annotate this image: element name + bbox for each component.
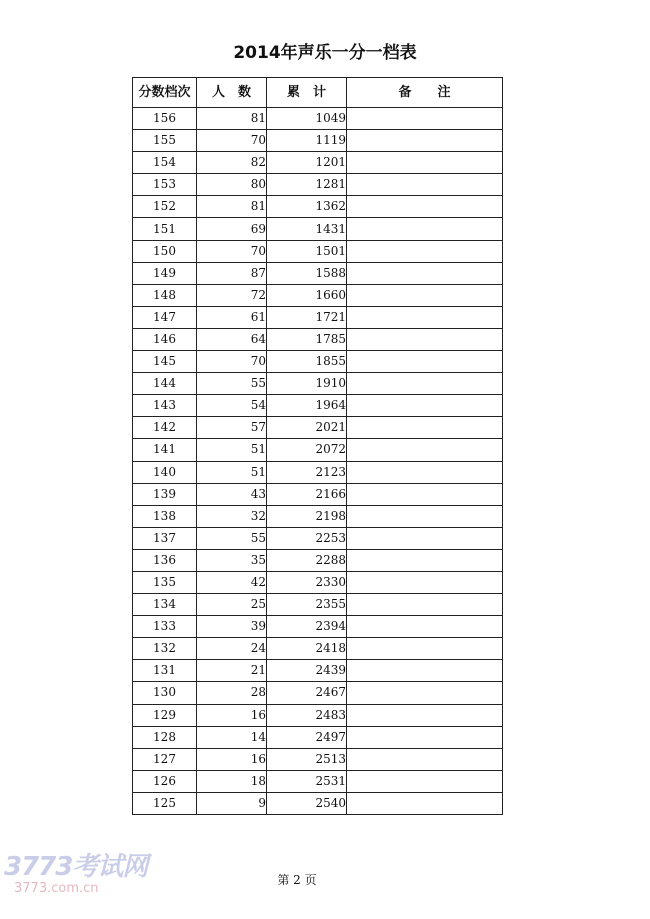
- note-cell: [347, 130, 503, 152]
- note-cell: [347, 527, 503, 549]
- note-cell: [347, 395, 503, 417]
- total-cell: 2483: [267, 704, 347, 726]
- note-cell: [347, 770, 503, 792]
- table-row: [133, 417, 503, 439]
- count-cell: 18: [197, 770, 267, 792]
- count-cell: 81: [197, 108, 267, 130]
- note-cell: [347, 638, 503, 660]
- count-cell: 82: [197, 152, 267, 174]
- total-cell: 1431: [267, 218, 347, 240]
- note-cell: [347, 284, 503, 306]
- total-cell: 2531: [267, 770, 347, 792]
- total-cell: 2497: [267, 726, 347, 748]
- note-cell: [347, 594, 503, 616]
- total-cell: 2355: [267, 594, 347, 616]
- total-cell: 2467: [267, 682, 347, 704]
- note-cell: [347, 240, 503, 262]
- score-cell: 140: [133, 461, 197, 483]
- count-cell: 57: [197, 417, 267, 439]
- table-row: [133, 792, 503, 814]
- total-cell: 1855: [267, 351, 347, 373]
- table-row: [133, 594, 503, 616]
- total-cell: 2021: [267, 417, 347, 439]
- count-cell: 72: [197, 284, 267, 306]
- note-cell: [347, 196, 503, 218]
- table-row: [133, 130, 503, 152]
- note-cell: [347, 328, 503, 350]
- note-cell: [347, 505, 503, 527]
- count-cell: 70: [197, 130, 267, 152]
- count-cell: 35: [197, 549, 267, 571]
- table-row: [133, 461, 503, 483]
- note-cell: [347, 152, 503, 174]
- total-cell: 1201: [267, 152, 347, 174]
- note-cell: [347, 792, 503, 814]
- score-cell: 142: [133, 417, 197, 439]
- table-row: [133, 306, 503, 328]
- count-cell: 16: [197, 704, 267, 726]
- document-title: 2014年声乐一分一档表: [233, 43, 417, 63]
- score-cell: 131: [133, 660, 197, 682]
- count-cell: 32: [197, 505, 267, 527]
- note-cell: [347, 373, 503, 395]
- score-cell: 156: [133, 108, 197, 130]
- page-number: 第 2 页: [277, 873, 317, 887]
- note-cell: [347, 616, 503, 638]
- score-cell: 129: [133, 704, 197, 726]
- total-cell: 2072: [267, 439, 347, 461]
- count-cell: 21: [197, 660, 267, 682]
- total-cell: 1281: [267, 174, 347, 196]
- table-row: [133, 439, 503, 461]
- note-cell: [347, 682, 503, 704]
- table-row: [133, 108, 503, 130]
- table-row: [133, 571, 503, 593]
- total-cell: 1049: [267, 108, 347, 130]
- note-cell: [347, 483, 503, 505]
- total-cell: 2166: [267, 483, 347, 505]
- table-row: [133, 527, 503, 549]
- total-cell: 1588: [267, 262, 347, 284]
- count-cell: 39: [197, 616, 267, 638]
- table-row: [133, 682, 503, 704]
- table-row: [133, 704, 503, 726]
- total-cell: 1660: [267, 284, 347, 306]
- table-row: [133, 328, 503, 350]
- table-row: [133, 549, 503, 571]
- count-cell: 14: [197, 726, 267, 748]
- total-cell: 1119: [267, 130, 347, 152]
- score-cell: 126: [133, 770, 197, 792]
- count-cell: 80: [197, 174, 267, 196]
- total-cell: 1362: [267, 196, 347, 218]
- header-total: 累 计: [267, 78, 347, 108]
- score-cell: 137: [133, 527, 197, 549]
- score-cell: 155: [133, 130, 197, 152]
- note-cell: [347, 351, 503, 373]
- total-cell: 1785: [267, 328, 347, 350]
- table-row: [133, 351, 503, 373]
- score-cell: 125: [133, 792, 197, 814]
- score-cell: 152: [133, 196, 197, 218]
- count-cell: 61: [197, 306, 267, 328]
- count-cell: 55: [197, 527, 267, 549]
- total-cell: 2330: [267, 571, 347, 593]
- note-cell: [347, 262, 503, 284]
- table-row: [133, 395, 503, 417]
- total-cell: 2394: [267, 616, 347, 638]
- note-cell: [347, 660, 503, 682]
- table-header-row: [133, 78, 503, 108]
- table-row: [133, 152, 503, 174]
- total-cell: 1964: [267, 395, 347, 417]
- note-cell: [347, 704, 503, 726]
- score-cell: 132: [133, 638, 197, 660]
- table-row: [133, 616, 503, 638]
- table-row: [133, 638, 503, 660]
- watermark-logo-text: 3773考试网: [4, 852, 148, 882]
- total-cell: 2418: [267, 638, 347, 660]
- table-row: [133, 196, 503, 218]
- total-cell: 1501: [267, 240, 347, 262]
- total-cell: 2253: [267, 527, 347, 549]
- note-cell: [347, 439, 503, 461]
- table-row: [133, 284, 503, 306]
- count-cell: 24: [197, 638, 267, 660]
- total-cell: 2123: [267, 461, 347, 483]
- count-cell: 25: [197, 594, 267, 616]
- score-cell: 133: [133, 616, 197, 638]
- score-cell: 143: [133, 395, 197, 417]
- note-cell: [347, 306, 503, 328]
- count-cell: 54: [197, 395, 267, 417]
- header-note: 备 注: [347, 78, 503, 108]
- count-cell: 51: [197, 439, 267, 461]
- note-cell: [347, 218, 503, 240]
- score-cell: 134: [133, 594, 197, 616]
- table-row: [133, 174, 503, 196]
- score-cell: 153: [133, 174, 197, 196]
- note-cell: [347, 108, 503, 130]
- count-cell: 51: [197, 461, 267, 483]
- count-cell: 87: [197, 262, 267, 284]
- note-cell: [347, 748, 503, 770]
- watermark-url: 3773.com.cn: [14, 881, 99, 896]
- count-cell: 70: [197, 240, 267, 262]
- score-distribution-table: [132, 77, 503, 815]
- count-cell: 55: [197, 373, 267, 395]
- note-cell: [347, 174, 503, 196]
- count-cell: 64: [197, 328, 267, 350]
- total-cell: 2198: [267, 505, 347, 527]
- table-row: [133, 748, 503, 770]
- total-cell: 1910: [267, 373, 347, 395]
- score-cell: 151: [133, 218, 197, 240]
- header-count: 人 数: [197, 78, 267, 108]
- score-cell: 130: [133, 682, 197, 704]
- table-row: [133, 726, 503, 748]
- note-cell: [347, 571, 503, 593]
- score-cell: 145: [133, 351, 197, 373]
- table-body: [133, 108, 503, 815]
- score-cell: 138: [133, 505, 197, 527]
- table-row: [133, 660, 503, 682]
- score-cell: 146: [133, 328, 197, 350]
- count-cell: 70: [197, 351, 267, 373]
- total-cell: 1721: [267, 306, 347, 328]
- table-row: [133, 262, 503, 284]
- count-cell: 69: [197, 218, 267, 240]
- table-row: [133, 240, 503, 262]
- table-row: [133, 770, 503, 792]
- score-cell: 139: [133, 483, 197, 505]
- table-row: [133, 505, 503, 527]
- count-cell: 28: [197, 682, 267, 704]
- count-cell: 43: [197, 483, 267, 505]
- score-cell: 150: [133, 240, 197, 262]
- table-row: [133, 483, 503, 505]
- table-row: [133, 218, 503, 240]
- note-cell: [347, 726, 503, 748]
- count-cell: 9: [197, 792, 267, 814]
- score-cell: 144: [133, 373, 197, 395]
- score-cell: 128: [133, 726, 197, 748]
- count-cell: 42: [197, 571, 267, 593]
- score-cell: 148: [133, 284, 197, 306]
- note-cell: [347, 417, 503, 439]
- score-cell: 149: [133, 262, 197, 284]
- total-cell: 2513: [267, 748, 347, 770]
- total-cell: 2439: [267, 660, 347, 682]
- total-cell: 2540: [267, 792, 347, 814]
- total-cell: 2288: [267, 549, 347, 571]
- score-cell: 136: [133, 549, 197, 571]
- score-cell: 127: [133, 748, 197, 770]
- count-cell: 81: [197, 196, 267, 218]
- score-cell: 154: [133, 152, 197, 174]
- header-score: 分数档次: [133, 78, 197, 108]
- note-cell: [347, 461, 503, 483]
- score-cell: 135: [133, 571, 197, 593]
- note-cell: [347, 549, 503, 571]
- count-cell: 16: [197, 748, 267, 770]
- score-cell: 147: [133, 306, 197, 328]
- score-cell: 141: [133, 439, 197, 461]
- table-row: [133, 373, 503, 395]
